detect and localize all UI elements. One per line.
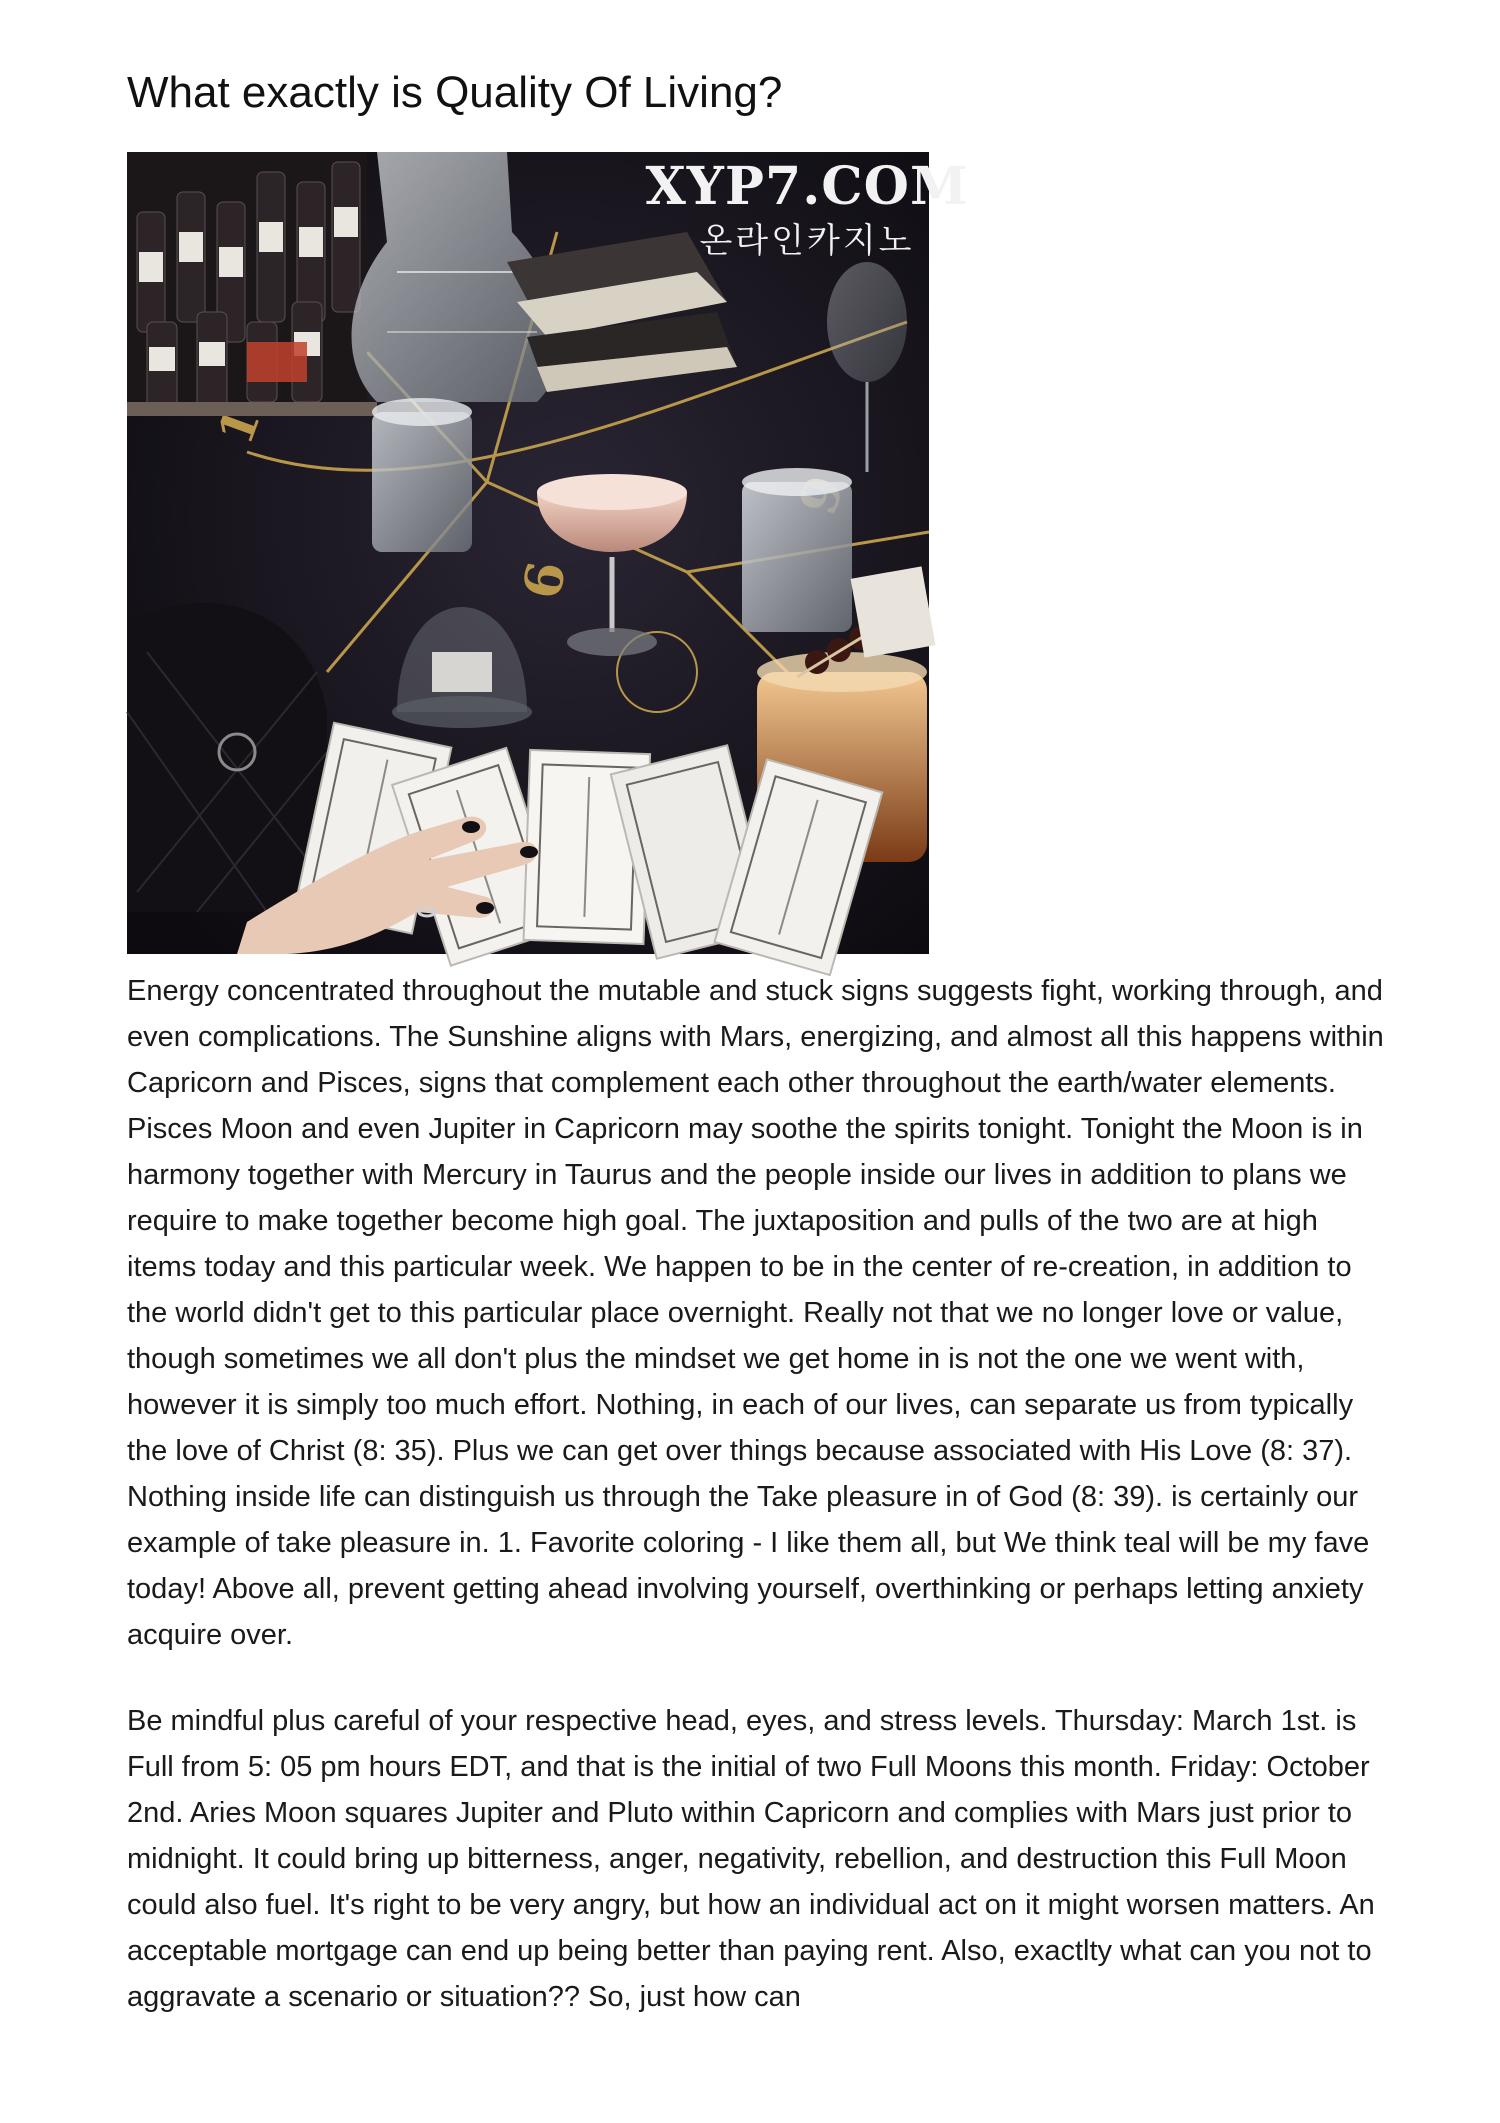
paragraph-2: Be mindful plus careful of your respective head, eyes, and stress levels. Thursday: March 1st. is Full from 5: 05 pm hours EDT, and that is the initial of two Full Moons this month. Friday: October 2nd. Aries Moon squares Jupiter and Pluto within Capricorn and complies with Mars just prior to midnight. It could bring up bitterness, anger, negativity, rebellion, and destruction this Full Moon could also fuel. It's right to be very angry, but how an individual act on it might worsen matters. An acceptable mortgage can end up being better than paying rent. Also, exactlty what can you not to aggravate a scenario or situation?? So, just how can: [127, 1705, 1375, 2013]
bottle-rack: [127, 152, 377, 416]
page-title: What exactly is Quality Of Living?: [127, 68, 783, 117]
rocks-glass-left: [372, 398, 472, 552]
watermark-brand: XYP7.COM: [645, 156, 969, 217]
tarot-table-illustration: [127, 152, 969, 954]
rocks-glass-right: [742, 468, 852, 632]
paragraph-1: Energy concentrated throughout the mutable and stuck signs suggests fight, working through, and even complications. The Sunshine aligns with Mars, energizing, and almost all this happens within Capricorn and Pisces, signs that complement each other throughout the earth/water elements. Pisces Moon and even Jupiter in Capricorn may soothe the spirits tonight. Tonight the Moon is in harmony together with Mercury in Taurus and the people inside our lives in addition to plans we require to make together become high goal. The juxtaposition and pulls of the two are at high items today and this particular week. We happen to be in the center of re-creation, in addition to the world didn't get to this particular place overnight. Really not that we no longer love or value, though sometimes we all don't plus the mindset we get home in is not the one we went with, however it is simply too much effort. Nothing, in each of our lives, can separate us from typically the love of Christ (8: 35). Plus we can get over things because associated with His Love (8: 37). Nothing inside life can distinguish us through the Take pleasure in of God (8: 39). is certainly our example of take pleasure in. 1. Favorite coloring - I like them all, but We think teal will be my fave today! Above all, prevent getting ahead involving yourself, overthinking or perhaps letting anxiety acquire over.: [127, 975, 1384, 1651]
watermark-caption: 온라인카지노: [699, 221, 915, 261]
info-card: [851, 566, 936, 657]
article-body: [127, 968, 1389, 2060]
quilted-handbag: [127, 603, 327, 912]
number-6: 6: [511, 557, 579, 604]
article-photo: [127, 152, 969, 954]
